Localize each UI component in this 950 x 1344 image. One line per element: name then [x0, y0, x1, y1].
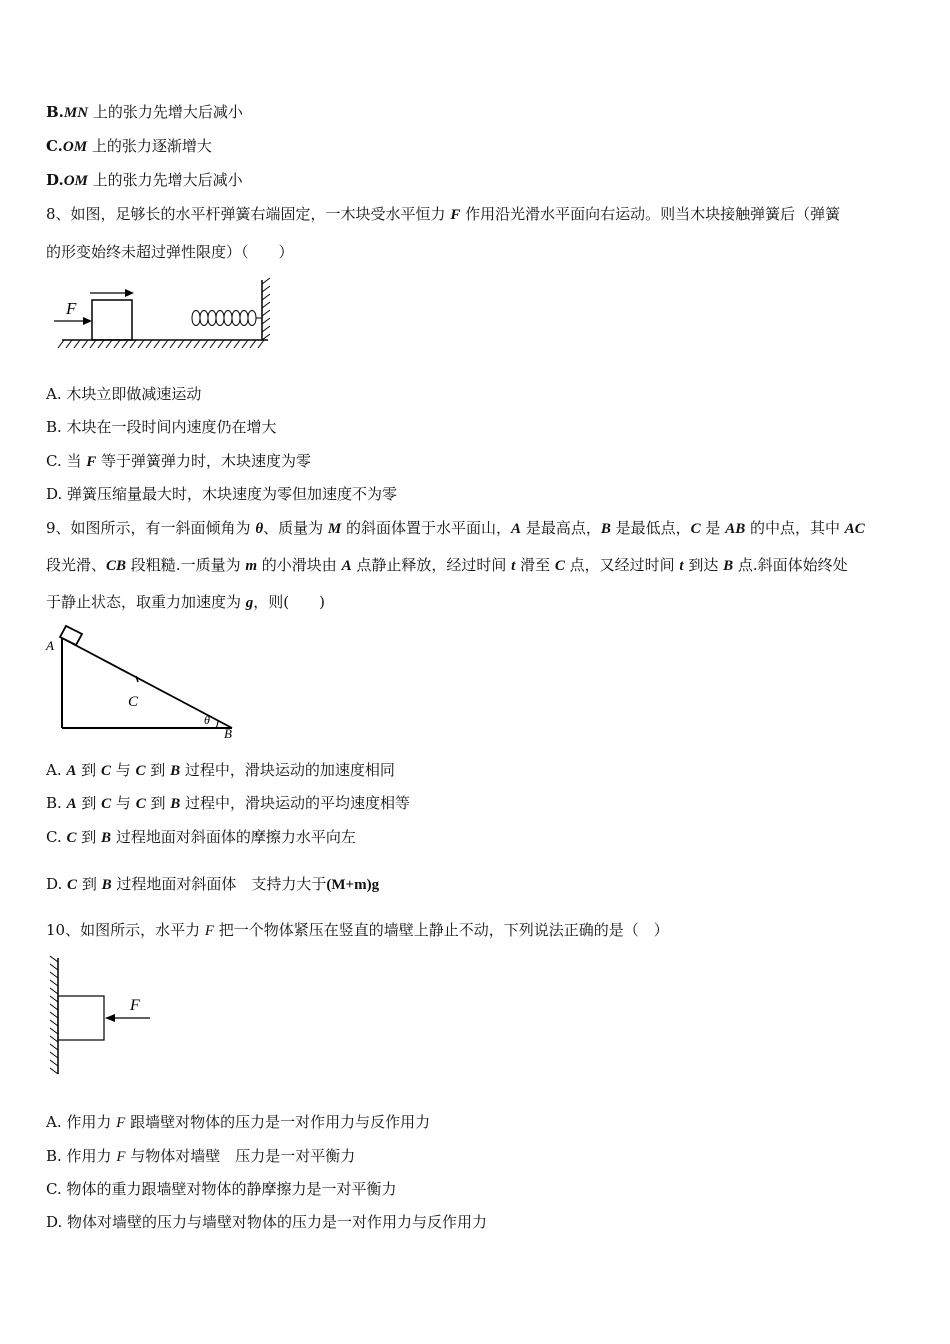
option-text: B. [46, 794, 67, 812]
q8-option-a [46, 384, 201, 404]
q9-stem-line2 [46, 555, 848, 576]
q8-figure-spring-block [46, 276, 286, 356]
option-text: 跟墙壁对物体的压力是一对作用力与反作用力 [125, 1113, 431, 1131]
math-var: θ [255, 521, 264, 537]
math-var: C [100, 763, 111, 779]
option-text: 上的张力先增大后减小 [88, 103, 243, 121]
q9-option-a [46, 760, 395, 781]
math-var: B [723, 558, 734, 574]
option-letter: C. [46, 137, 63, 155]
option-text: 到 [76, 828, 102, 846]
stem-text: 的中点，其中 [745, 519, 845, 537]
q7-option-d [46, 170, 243, 191]
math-var: C [554, 558, 565, 574]
math-var: F [116, 1149, 126, 1165]
q7-option-b [46, 102, 243, 123]
q8-stem-line2 [46, 242, 294, 262]
math-var: F [86, 454, 97, 470]
math-var: AB [725, 521, 746, 537]
math-var: AC [844, 521, 865, 537]
point-label-b: B [224, 726, 232, 741]
math-var: C [135, 763, 146, 779]
option-text: 与 [111, 794, 136, 812]
option-text: 到 [145, 794, 171, 812]
option-letter: B. [46, 103, 64, 121]
q10-option-c [46, 1179, 396, 1199]
stem-text: 8、如图，足够长的水平杆弹簧右端固定，一木块受水平恒力 [46, 205, 451, 223]
math-var: t [679, 558, 684, 574]
option-text: 等于弹簧弹力时，木块速度为零 [96, 452, 312, 470]
math-var: M [327, 521, 342, 537]
math-var: OM [63, 173, 88, 189]
stem-text: 的小滑块由 [257, 556, 342, 574]
option-text: C. [46, 828, 67, 846]
force-label: F [66, 299, 77, 318]
q9-stem-line1 [46, 518, 865, 539]
stem-text: ，则( ) [253, 593, 325, 611]
stem-text: 点，又经过时间 [564, 556, 680, 574]
option-text: 过程地面对斜面体 支持力大于 [111, 875, 327, 893]
q10-stem [46, 920, 669, 941]
option-text: 与物体对墙壁 压力是一对平衡力 [125, 1147, 356, 1165]
math-var: A [511, 521, 522, 537]
math-var: A [341, 558, 352, 574]
stem-text: 到达 [683, 556, 724, 574]
math-var: C [690, 521, 701, 537]
stem-text: 的形变始终未超过弹性限度）（ ） [46, 243, 294, 261]
stem-text: 滑至 [515, 556, 555, 574]
stem-text: 把一个物体紧压在竖直的墙壁上静止不动，下列说法正确的是（ ） [214, 921, 669, 939]
math-var: g [245, 595, 254, 611]
q9-stem-line3 [46, 592, 325, 613]
math-var: B [170, 763, 181, 779]
math-var: B [600, 521, 611, 537]
force-label: F [130, 997, 140, 1014]
math-var: OM [62, 139, 88, 155]
stem-text: 点.斜面体始终处 [733, 556, 848, 574]
math-var: F [204, 923, 215, 939]
point-label-a: A [46, 638, 54, 653]
option-text: D. 弹簧压缩量最大时，木块速度为零但加速度不为零 [46, 485, 398, 503]
math-var: CB [106, 558, 127, 574]
math-var: A [66, 796, 77, 812]
math-var: C [135, 796, 146, 812]
stem-text: 于静止状态，取重力加速度为 [46, 593, 246, 611]
option-text: A. [46, 761, 67, 779]
q10-option-b [46, 1146, 355, 1167]
option-text: D. [46, 875, 68, 893]
option-text: 到 [145, 761, 171, 779]
q8-option-c [46, 451, 311, 472]
q9-figure-incline [44, 624, 244, 742]
stem-text: 的斜面体置于水平面山， [341, 519, 512, 537]
q9-option-b [46, 793, 410, 814]
stem-text: 作用沿光滑水平面向右运动。则当木块接触弹簧后（弹簧 [460, 205, 841, 223]
q10-option-d [46, 1212, 487, 1232]
option-text: D. 物体对墙壁的压力与墙壁对物体的压力是一对作用力与反作用力 [46, 1213, 488, 1231]
stem-text: 是最低点， [610, 519, 691, 537]
option-text: C. 物体的重力跟墙壁对物体的静摩擦力是一对平衡力 [46, 1180, 397, 1198]
option-text: B. 作用力 [46, 1147, 117, 1165]
option-text: 上的张力先增大后减小 [87, 171, 243, 189]
math-var: C [67, 877, 78, 893]
stem-text: 是 [700, 519, 726, 537]
option-letter: D. [46, 171, 64, 189]
angle-label-theta: θ [204, 713, 210, 727]
option-text: A. 木块立即做减速运动 [46, 385, 202, 403]
q8-stem-line1 [46, 204, 840, 225]
point-label-c: C [128, 694, 139, 710]
option-text: B. 木块在一段时间内速度仍在增大 [46, 418, 277, 436]
math-var: C [66, 830, 77, 846]
stem-text: 段粗糙.一质量为 [126, 556, 246, 574]
option-text: 过程中，滑块运动的加速度相同 [180, 761, 395, 779]
stem-text: 段光滑、 [46, 556, 107, 574]
math-var: B [101, 830, 112, 846]
stem-text: 是最高点， [521, 519, 601, 537]
option-text: 过程地面对斜面体的摩擦力水平向左 [111, 828, 356, 846]
option-text: A. 作用力 [46, 1113, 117, 1131]
math-expr: (M+m)g [326, 877, 380, 893]
math-var: F [116, 1115, 126, 1131]
stem-text: 点静止释放，经过时间 [351, 556, 512, 574]
option-text: 到 [76, 794, 102, 812]
q10-figure-wall-block [44, 954, 164, 1078]
option-text: 过程中，滑块运动的平均速度相等 [180, 794, 411, 812]
math-var: B [101, 877, 112, 893]
option-text: 上的张力逐渐增大 [87, 137, 212, 155]
math-var: MN [63, 105, 89, 121]
math-var: C [101, 796, 112, 812]
q9-option-d [46, 874, 379, 895]
option-text: 与 [110, 761, 136, 779]
math-var: B [170, 796, 181, 812]
q8-option-b [46, 417, 277, 437]
math-var: A [66, 763, 77, 779]
option-text: C. 当 [46, 452, 87, 470]
stem-text: 、质量为 [263, 519, 328, 537]
math-var: F [450, 207, 461, 223]
stem-text: 9、如图所示，有一斜面倾角为 [46, 519, 256, 537]
q10-option-a [46, 1112, 430, 1133]
q7-option-c [46, 136, 212, 157]
math-var: t [511, 558, 516, 574]
q9-option-c [46, 827, 356, 848]
option-text: 到 [76, 761, 101, 779]
stem-text: 10、如图所示，水平力 [46, 921, 205, 939]
option-text: 到 [77, 875, 102, 893]
q8-option-d [46, 484, 397, 504]
math-var: m [245, 558, 258, 574]
